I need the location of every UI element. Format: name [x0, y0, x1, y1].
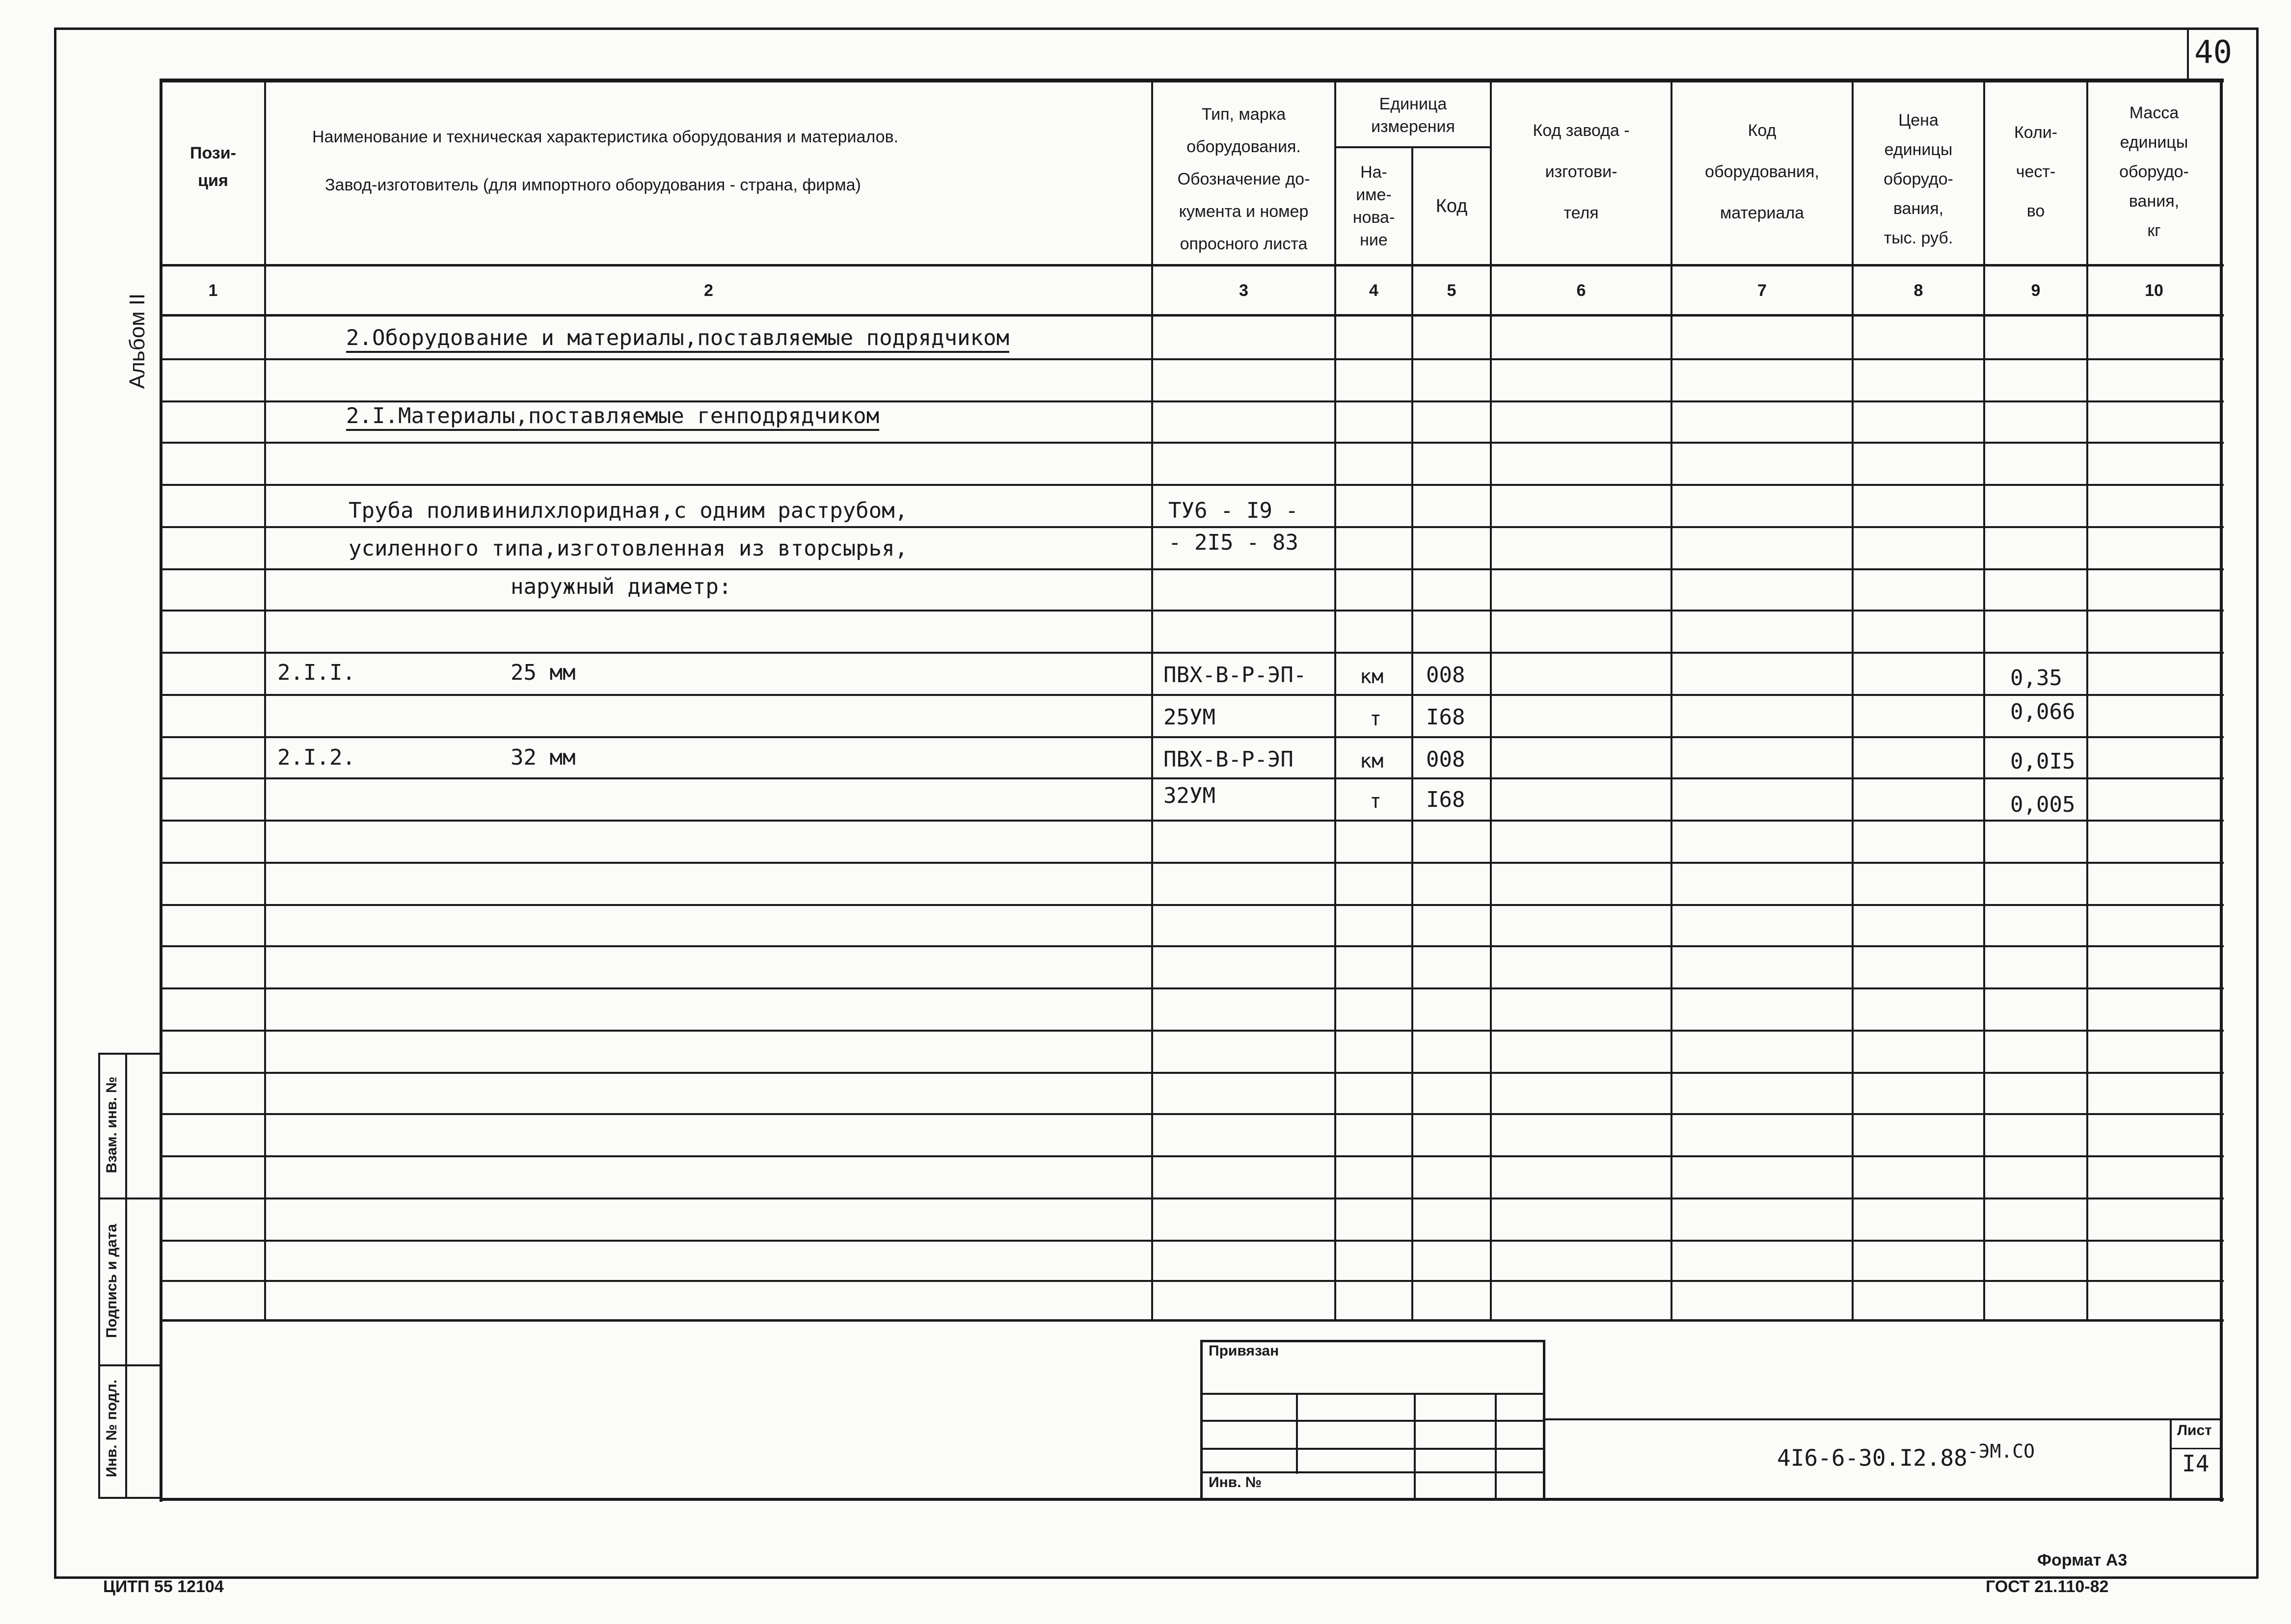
header-unit-name: На- име- нова- ние: [1352, 163, 1395, 249]
header-mass: Масса единицы оборудо- вания, кг: [2119, 104, 2189, 240]
colnum-9: 9: [2031, 281, 2041, 300]
colnum-10: 10: [2145, 281, 2163, 300]
row-type-line2: 25УМ: [1163, 705, 1215, 730]
document-code: [1777, 1440, 2035, 1471]
row-type-line1: ПВХ-В-Р-ЭП: [1163, 747, 1294, 772]
row-code2: I68: [1426, 705, 1465, 730]
header-quantity: Коли- чест- во: [2014, 123, 2058, 220]
frame-top: [54, 27, 2258, 30]
stamp-privyazan: Привязан: [1209, 1343, 1279, 1359]
colnum-6: 6: [1576, 281, 1586, 300]
row-qty2: 0,005: [2010, 792, 2075, 817]
row-name: 25 мм: [511, 660, 576, 685]
header-plant-code: Код завода - изготови- теля: [1533, 121, 1630, 222]
side-label-podpis-data: Подпись и дата: [104, 1224, 120, 1338]
footer-gost: ГОСТ 21.110-82: [1986, 1577, 2109, 1596]
footer-left: ЦИТП 55 12104: [103, 1577, 224, 1596]
header-bottom: [160, 264, 2224, 266]
item-doc-line1: ТУ6 - I9 -: [1168, 498, 1298, 523]
row-unit2: т: [1370, 790, 1382, 813]
row-position: 2.I.2.: [277, 745, 355, 770]
footer-format: Формат А3: [2037, 1551, 2128, 1570]
header-unit-group: Единица измерения: [1371, 95, 1455, 136]
row-qty2: 0,066: [2010, 699, 2075, 724]
header-position: Пози- ция: [190, 144, 236, 190]
row-unit2: т: [1370, 708, 1382, 730]
colnum-7: 7: [1757, 281, 1767, 300]
row-position: 2.I.I.: [277, 660, 355, 685]
header-unit-price: Цена единицы оборудо- вания, тыс. руб.: [1884, 111, 1953, 247]
row-unit1: км: [1360, 666, 1384, 688]
item-description-line2: усиленного типа,изготовленная из вторсырья,: [349, 536, 908, 561]
item-description-line3: наружный диаметр:: [511, 574, 732, 599]
stamp-inv-no: Инв. №: [1209, 1474, 1262, 1491]
side-label-vzam-inv: Взам. инв. №: [104, 1076, 120, 1173]
album-label: Альбом II: [125, 293, 149, 389]
item-doc-line2: - 2I5 - 83: [1168, 530, 1298, 555]
stamp-sheet-number: I4: [2182, 1450, 2210, 1477]
stamp-sheet-label: Лист: [2177, 1422, 2212, 1438]
row-name: 32 мм: [511, 745, 576, 770]
frame-bottom: [54, 1576, 2258, 1579]
section-title: 2.Оборудование и материалы,поставляемые подрядчиком: [346, 325, 1010, 350]
row-code1: 008: [1426, 747, 1465, 772]
header-unit-code: Код: [1435, 196, 1468, 216]
row-qty1: 0,35: [2010, 666, 2062, 691]
document-code-main: 4I6-6-30.I2.88: [1777, 1444, 1968, 1471]
page-number-divider: [2187, 29, 2189, 79]
table-right: [2220, 79, 2223, 1502]
row-code2: I68: [1426, 787, 1465, 812]
row-type-line1: ПВХ-В-Р-ЭП-: [1163, 663, 1307, 688]
row-type-line2: 32УМ: [1163, 783, 1215, 808]
row-code1: 008: [1426, 663, 1465, 688]
colnum-3: 3: [1239, 281, 1248, 300]
colnum-2: 2: [704, 281, 713, 300]
subsection-title: 2.I.Материалы,поставляемые генподрядчиком: [346, 403, 880, 428]
row-unit1: км: [1360, 750, 1384, 772]
colnum-8: 8: [1914, 281, 1923, 300]
item-description-line1: Труба поливинилхлоридная,с одним раструбом,: [349, 498, 908, 523]
side-label-inv-no-podl: Инв. № подл.: [104, 1379, 120, 1477]
header-name-line2: Завод-изготовитель (для импортного оборудования - страна, фирма): [325, 176, 861, 194]
table-bottom: [160, 1498, 2224, 1501]
colnum-1: 1: [208, 281, 218, 300]
row-qty1: 0,0I5: [2010, 749, 2075, 774]
colnum-4: 4: [1369, 281, 1378, 300]
colnum-5: 5: [1447, 281, 1456, 300]
colnum-bottom: [160, 314, 2224, 317]
document-code-suffix: -ЭМ.СО: [1967, 1440, 2035, 1462]
table-top: [160, 79, 2224, 82]
col-divider-4: [1411, 147, 1413, 1320]
frame-left: [54, 27, 56, 1578]
header-type: Тип, марка оборудования. Обозначение до- кумента и номер опросного листа: [1177, 105, 1310, 253]
page-number: 40: [2194, 34, 2233, 71]
frame-right: [2256, 27, 2259, 1578]
header-equipment-code: Код оборудования, материала: [1705, 121, 1819, 222]
unit-header-divider: [1334, 146, 1491, 148]
header-name-line1: Наименование и техническая характеристика оборудования и материалов.: [312, 128, 899, 146]
